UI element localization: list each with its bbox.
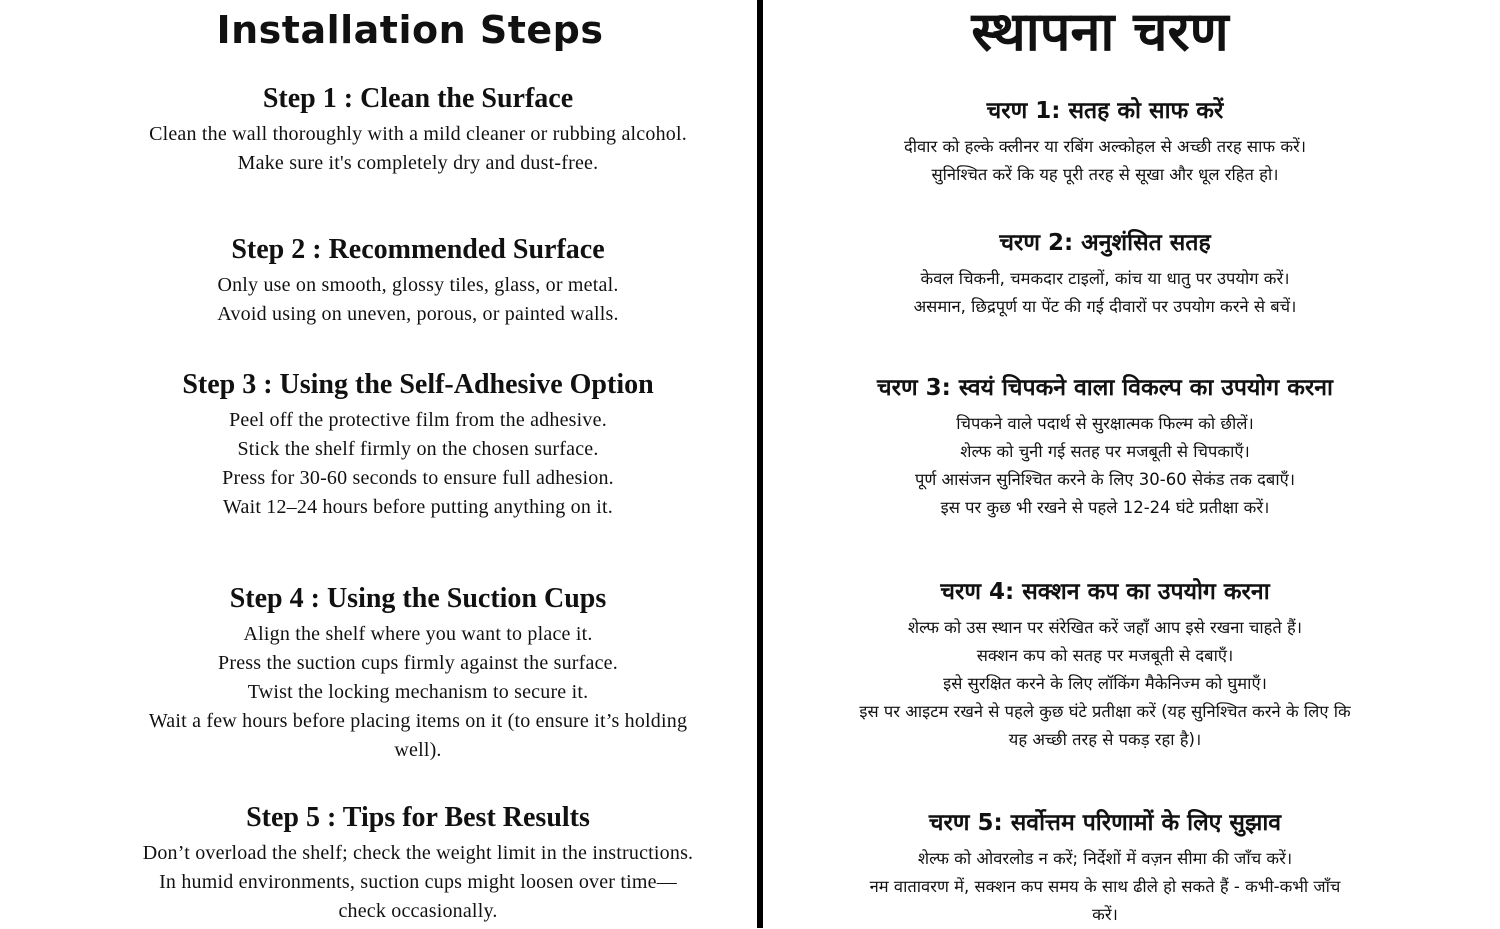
english-step-4 bbox=[100, 582, 736, 765]
step-line: Press for 30-60 seconds to ensure full adhesion. bbox=[222, 467, 614, 489]
step-line: पूर्ण आसंजन सुनिश्चित करने के लिए 30-60 सेकंड तक दबाएँ। bbox=[914, 470, 1296, 489]
step-heading: चरण 1: सतह को साफ करें bbox=[986, 98, 1224, 124]
step-line: शेल्फ को चुनी गई सतह पर मजबूती से चिपकाएँ। bbox=[960, 442, 1250, 461]
english-step-3 bbox=[100, 368, 736, 522]
step-heading: Step 3 : Using the Self-Adhesive Option bbox=[182, 369, 654, 400]
hindi-step-5 bbox=[800, 807, 1410, 929]
step-line: सक्शन कप को सतह पर मजबूती से दबाएँ। bbox=[976, 646, 1234, 665]
step-heading: Step 5 : Tips for Best Results bbox=[246, 802, 590, 833]
step-line: सुनिश्चित करें कि यह पूरी तरह से सूखा और धूल रहित हो। bbox=[931, 165, 1279, 184]
step-line: दीवार को हल्के क्लीनर या रबिंग अल्कोहल से अच्छी तरह साफ करें। bbox=[903, 137, 1307, 156]
step-line: यह अच्छी तरह से पकड़ रहा है)। bbox=[1008, 730, 1202, 749]
hindi-title: स्थापना चरण bbox=[971, 0, 1229, 63]
step-line: Avoid using on uneven, porous, or painted walls. bbox=[217, 303, 619, 325]
step-line: Clean the wall thoroughly with a mild cleaner or rubbing alcohol. bbox=[149, 123, 687, 145]
step-line: Only use on smooth, glossy tiles, glass, or metal. bbox=[217, 274, 619, 296]
step-line: करें। bbox=[1092, 905, 1118, 924]
step-line: इसे सुरक्षित करने के लिए लॉकिंग मैकेनिज्म को घुमाएँ। bbox=[943, 674, 1267, 693]
step-line: Wait a few hours before placing items on it (to ensure it’s holding bbox=[148, 710, 688, 732]
step-line: शेल्फ को ओवरलोड न करें; निर्देशों में वज़न सीमा की जाँच करें। bbox=[917, 849, 1293, 868]
hindi-step-3 bbox=[800, 372, 1410, 522]
step-heading: Step 2 : Recommended Surface bbox=[231, 234, 605, 265]
step-line: well). bbox=[394, 739, 442, 761]
step-line: In humid environments, suction cups might loosen over time— bbox=[159, 871, 677, 893]
step-heading: Step 4 : Using the Suction Cups bbox=[229, 583, 607, 614]
step-heading: चरण 3: स्वयं चिपकने वाला विकल्प का उपयोग करना bbox=[877, 375, 1333, 401]
step-line: केवल चिकनी, चमकदार टाइलों, कांच या धातु पर उपयोग करें। bbox=[920, 269, 1290, 288]
step-line: Don’t overload the shelf; check the weight limit in the instructions. bbox=[142, 842, 694, 864]
step-line: check occasionally. bbox=[338, 900, 498, 922]
step-heading: चरण 5: सर्वोत्तम परिणामों के लिए सुझाव bbox=[928, 810, 1282, 836]
step-line: Make sure it's completely dry and dust-free. bbox=[237, 152, 599, 174]
english-step-2 bbox=[100, 233, 736, 329]
english-title: Installation Steps bbox=[216, 8, 604, 52]
english-step-1 bbox=[100, 82, 736, 178]
step-line: शेल्फ को उस स्थान पर संरेखित करें जहाँ आप इसे रखना चाहते हैं। bbox=[907, 618, 1303, 637]
step-line: Wait 12–24 hours before putting anything on it. bbox=[223, 496, 613, 518]
step-line: Twist the locking mechanism to secure it. bbox=[247, 681, 589, 703]
english-step-5 bbox=[100, 801, 736, 926]
column-divider bbox=[757, 0, 763, 928]
step-heading: Step 1 : Clean the Surface bbox=[262, 83, 574, 114]
hindi-step-4 bbox=[800, 576, 1410, 754]
step-line: Press the suction cups firmly against the surface. bbox=[218, 652, 618, 674]
step-heading: चरण 4: सक्शन कप का उपयोग करना bbox=[940, 579, 1270, 605]
step-line: Peel off the protective film from the adhesive. bbox=[229, 409, 607, 431]
step-line: नम वातावरण में, सक्शन कप समय के साथ ढीले हो सकते हैं - कभी-कभी जाँच bbox=[869, 877, 1341, 896]
step-line: Stick the shelf firmly on the chosen surface. bbox=[237, 438, 599, 460]
step-line: इस पर कुछ भी रखने से पहले 12-24 घंटे प्रतीक्षा करें। bbox=[940, 498, 1270, 517]
hindi-step-2 bbox=[800, 227, 1410, 321]
step-line: चिपकने वाले पदार्थ से सुरक्षात्मक फिल्म को छीलें। bbox=[956, 414, 1254, 433]
step-line: Align the shelf where you want to place it. bbox=[243, 623, 593, 645]
step-line: इस पर आइटम रखने से पहले कुछ घंटे प्रतीक्षा करें (यह सुनिश्चित करने के लिए कि bbox=[859, 702, 1351, 721]
step-heading: चरण 2: अनुशंसित सतह bbox=[999, 230, 1211, 256]
hindi-step-1 bbox=[800, 95, 1410, 189]
step-line: असमान, छिद्रपूर्ण या पेंट की गई दीवारों पर उपयोग करने से बचें। bbox=[913, 297, 1297, 316]
